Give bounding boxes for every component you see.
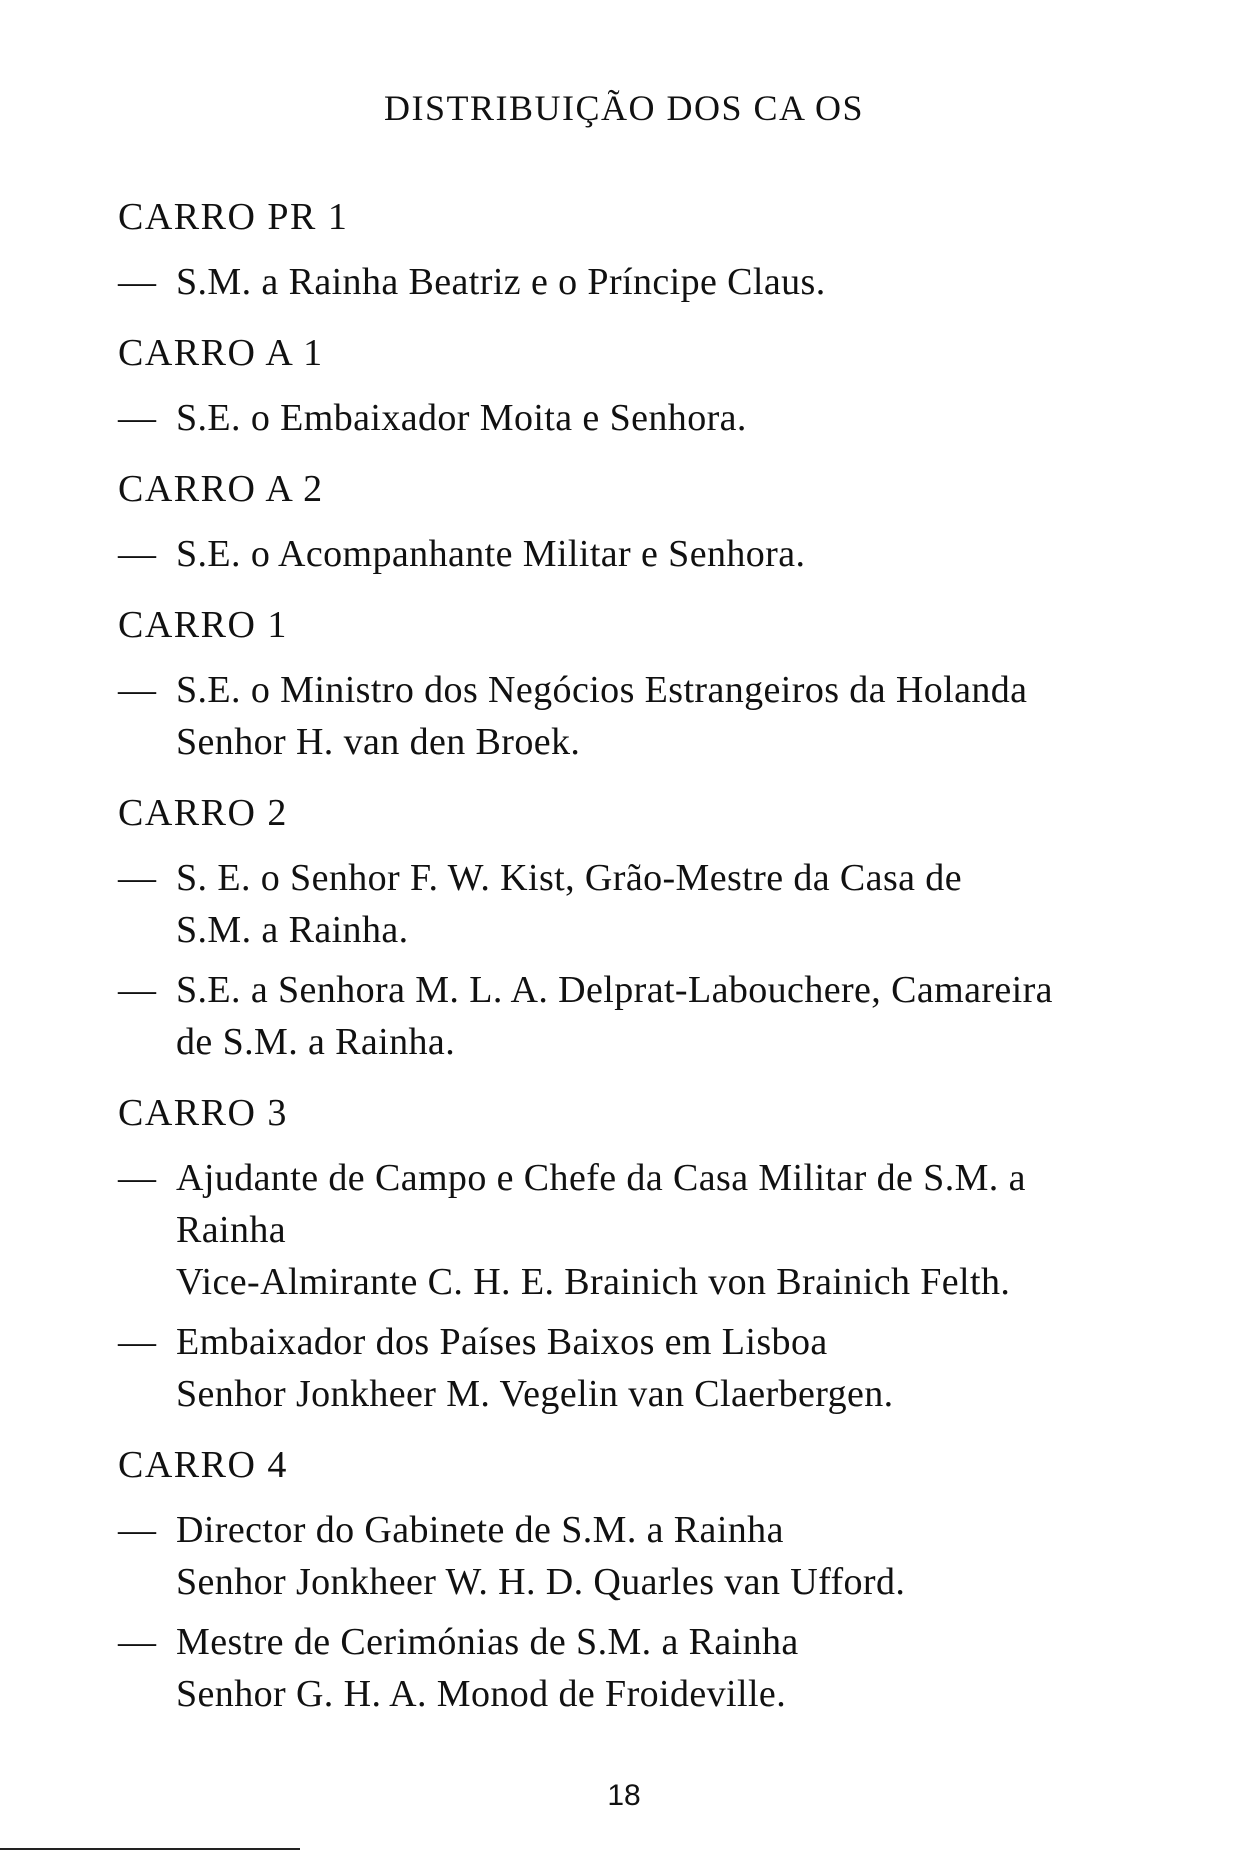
passenger-entry xyxy=(118,392,1198,444)
car-heading: CARRO 4 xyxy=(118,1444,288,1486)
car-heading: CARRO A 1 xyxy=(118,332,324,374)
entry-line: Embaixador dos Países Baixos em Lisboa xyxy=(176,1321,828,1363)
car-section xyxy=(118,1440,1198,1720)
passenger-entry xyxy=(118,1616,1198,1720)
car-distribution-list xyxy=(118,192,1198,1740)
entry-line: S.E. a Senhora M. L. A. Delprat-Labouchere, Camareira xyxy=(176,969,1053,1011)
entry-line: Mestre de Cerimónias de S.M. a Rainha xyxy=(176,1621,799,1663)
car-heading: CARRO 2 xyxy=(118,792,288,834)
entry-dash: — xyxy=(118,669,157,711)
entry-dash: — xyxy=(118,1621,157,1663)
entry-line: Senhor G. H. A. Monod de Froideville. xyxy=(176,1673,787,1715)
entry-dash: — xyxy=(118,261,157,303)
entry-line: Senhor H. van den Broek. xyxy=(176,721,581,763)
entry-line: de S.M. a Rainha. xyxy=(176,1021,456,1063)
page-title: DISTRIBUIÇÃO DOS CA OS xyxy=(383,88,865,128)
passenger-entry xyxy=(118,1316,1198,1420)
passenger-entry xyxy=(118,1504,1198,1608)
entry-line: Rainha xyxy=(176,1209,287,1251)
entry-dash: — xyxy=(118,533,157,575)
passenger-entry xyxy=(118,256,1198,308)
entry-dash: — xyxy=(118,397,157,439)
entry-line: S.E. o Embaixador Moita e Senhora. xyxy=(176,397,747,439)
passenger-entry xyxy=(118,664,1198,768)
entry-line: S.E. o Ministro dos Negócios Estrangeiros da Holanda xyxy=(176,669,1028,711)
car-section xyxy=(118,464,1198,580)
car-heading: CARRO 1 xyxy=(118,604,288,646)
car-section xyxy=(118,1088,1198,1420)
page-number: 18 xyxy=(607,1779,641,1812)
entry-dash: — xyxy=(118,857,157,899)
entry-line: Vice-Almirante C. H. E. Brainich von Brainich Felth. xyxy=(176,1261,1011,1303)
entry-dash: — xyxy=(118,969,157,1011)
bottom-rule xyxy=(0,1848,300,1850)
car-section xyxy=(118,328,1198,444)
passenger-entry xyxy=(118,852,1198,956)
entry-line: Senhor Jonkheer W. H. D. Quarles van Ufford. xyxy=(176,1561,906,1603)
entry-dash: — xyxy=(118,1321,157,1363)
passenger-entry xyxy=(118,1152,1198,1308)
entry-line: Director do Gabinete de S.M. a Rainha xyxy=(176,1509,784,1551)
entry-line: S.M. a Rainha Beatriz e o Príncipe Claus. xyxy=(176,261,826,303)
car-heading: CARRO 3 xyxy=(118,1092,288,1134)
entry-line: S.E. o Acompanhante Militar e Senhora. xyxy=(176,533,806,575)
car-section xyxy=(118,600,1198,768)
entry-line: Ajudante de Campo e Chefe da Casa Militar de S.M. a xyxy=(176,1157,1026,1199)
car-section xyxy=(118,788,1198,1068)
car-heading: CARRO PR 1 xyxy=(118,196,349,238)
passenger-entry xyxy=(118,528,1198,580)
car-heading: CARRO A 2 xyxy=(118,468,324,510)
entry-line: S. E. o Senhor F. W. Kist, Grão-Mestre da Casa de xyxy=(176,857,962,899)
entry-dash: — xyxy=(118,1509,157,1551)
entry-line: Senhor Jonkheer M. Vegelin van Claerbergen. xyxy=(176,1373,894,1415)
passenger-entry xyxy=(118,964,1198,1068)
entry-dash: — xyxy=(118,1157,157,1199)
entry-line: S.M. a Rainha. xyxy=(176,909,409,951)
car-section xyxy=(118,192,1198,308)
